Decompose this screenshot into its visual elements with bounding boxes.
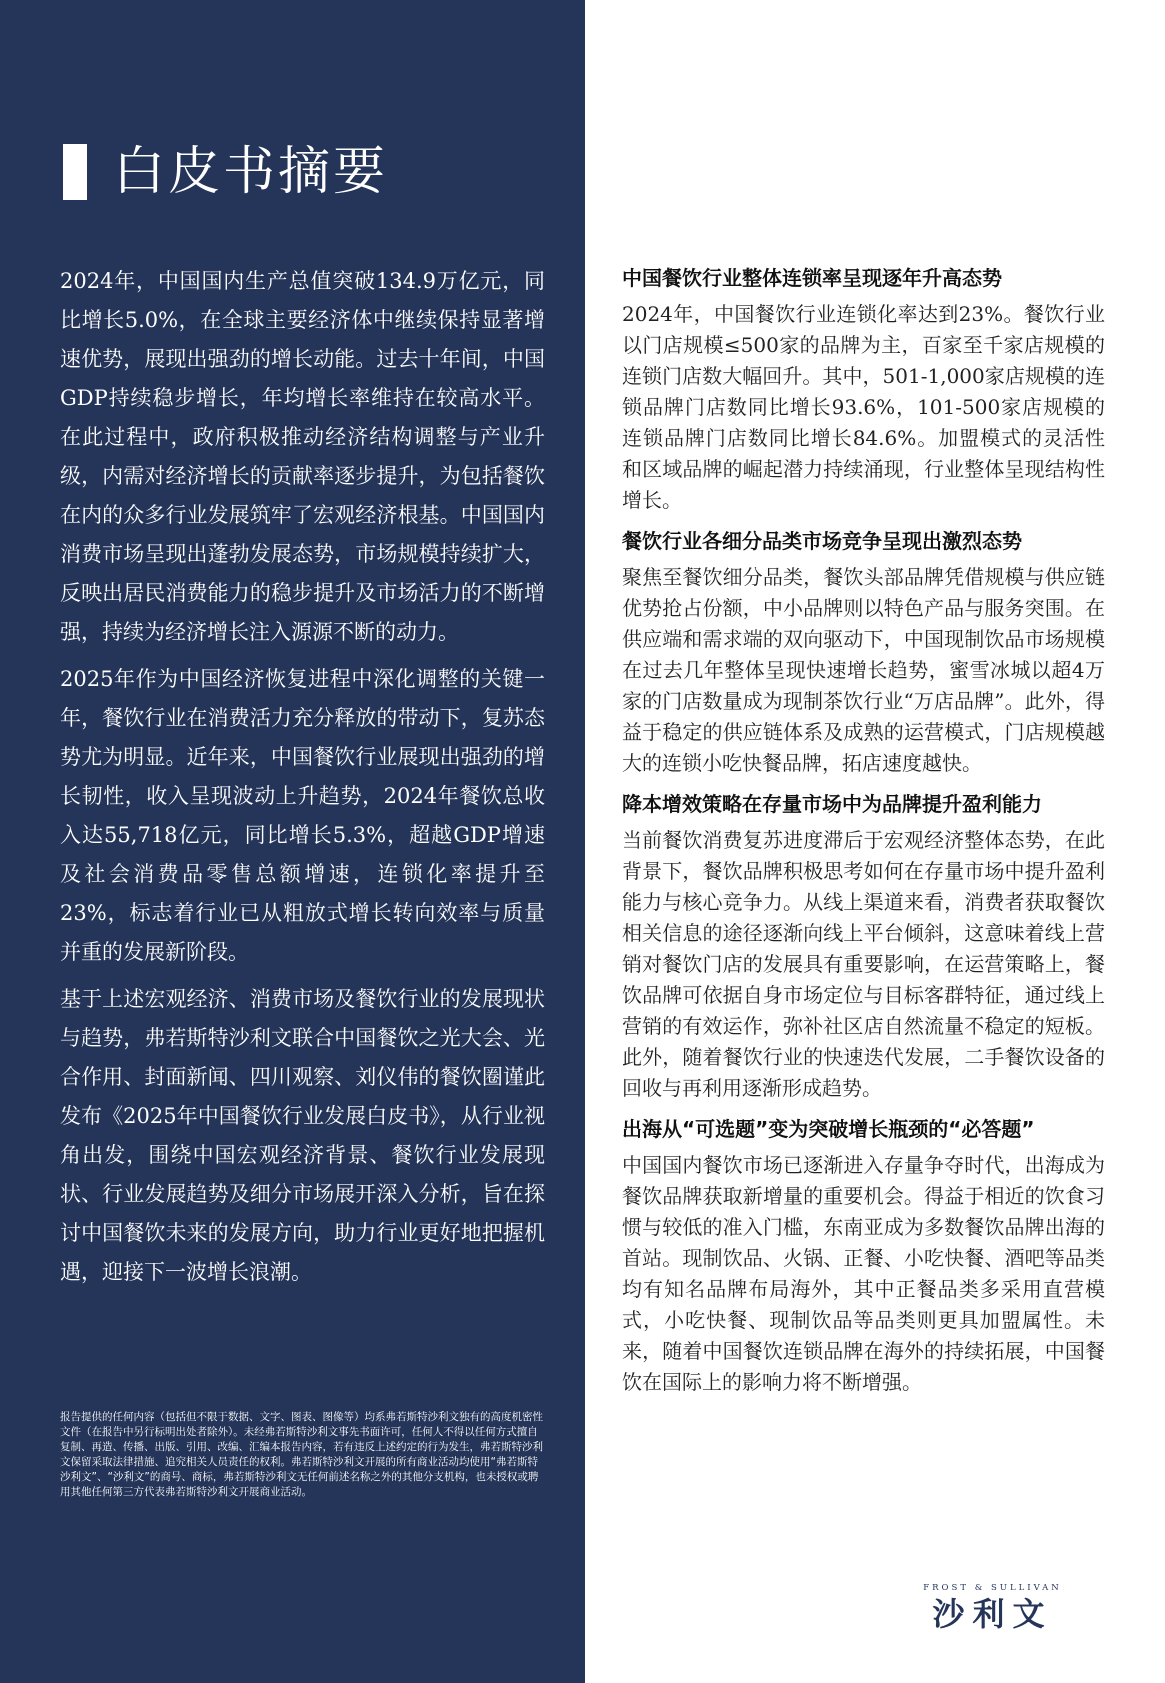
section-heading: 中国餐饮行业整体连锁率呈现逐年升高态势	[622, 266, 1002, 290]
section-body: 当前餐饮消费复苏进度滞后于宏观经济整体态势，在此背景下，餐饮品牌积极思考如何在存量市场中提升盈利能力与核心竞争力。从线上渠道来看，消费者获取餐饮相关信息的途径逐渐向线上平台倾斜，这意味着线上营销对餐饮门店的发展具有重要影响，在运营策略上，餐饮品牌可依据自身市场定位与目标客群特征，通过线上营销的有效运作，弥补社区店自然流量不稳定的短板。此外，随着餐饮行业的快速迭代发展，二手餐饮设备的回收与再利用逐渐形成趋势。	[622, 828, 1105, 1100]
section-body: 2024年，中国餐饮行业连锁化率达到23%。餐饮行业以门店规模≤500家的品牌为主，百家至千家店规模的连锁门店数大幅回升。其中，501-1,000家店规模的连锁品牌门店数同比增长93.6%，101-500家店规模的连锁品牌门店数同比增长84.6%。加盟模式的灵活性和区域品牌的崛起潜力持续涌现，行业整体呈现结构性增长。	[622, 302, 1105, 512]
page-title-row	[63, 142, 388, 202]
logo-wordmark-cn: 沙利文	[932, 1595, 1053, 1633]
title-accent-bar	[63, 144, 87, 200]
left-paragraph: 2024年，中国国内生产总值突破134.9万亿元，同比增长5.0%，在全球主要经济体中继续保持显著增速优势，展现出强劲的增长动能。过去十年间，中国GDP持续稳步增长，年均增长率维持在较高水平。在此过程中，政府积极推动经济结构调整与产业升级，内需对经济增长的贡献率逐步提升，为包括餐饮在内的众多行业发展筑牢了宏观经济根基。中国国内消费市场呈现出蓬勃发展态势，市场规模持续扩大，反映出居民消费能力的稳步提升及市场活力的不断增强，持续为经济增长注入源源不断的动力。	[60, 269, 545, 644]
left-body	[60, 262, 545, 1300]
logo-wordmark-en: FROST & SULLIVAN	[923, 1583, 1062, 1593]
frost-sullivan-logo	[905, 1582, 1080, 1634]
section-heading: 降本增效策略在存量市场中为品牌提升盈利能力	[622, 792, 1042, 816]
page-title: 白皮书摘要	[113, 142, 389, 202]
section-body: 聚焦至餐饮细分品类，餐饮头部品牌凭借规模与供应链优势抢占份额，中小品牌则以特色产品与服务突围。在供应端和需求端的双向驱动下，中国现制饮品市场规模在过去几年整体呈现快速增长趋势，蜜雪冰城以超4万家的门店数量成为现制茶饮行业“万店品牌”。此外，得益于稳定的供应链体系及成熟的运营模式，门店规模越大的连锁小吃快餐品牌，拓店速度越快。	[622, 565, 1105, 775]
left-paragraph: 基于上述宏观经济、消费市场及餐饮行业的发展现状与趋势，弗若斯特沙利文联合中国餐饮之光大会、光合作用、封面新闻、四川观察、刘仪伟的餐饮圈谨此发布《2025年中国餐饮行业发展白皮书》，从行业视角出发，围绕中国宏观经济背景、餐饮行业发展现状、行业发展趋势及细分市场展开深入分析，旨在探讨中国餐饮未来的发展方向，助力行业更好地把握机遇，迎接下一波增长浪潮。	[60, 987, 545, 1284]
section-heading: 餐饮行业各细分品类市场竞争呈现出激烈态势	[622, 529, 1022, 553]
section-heading: 出海从“可选题”变为突破增长瓶颈的“必答题”	[622, 1117, 1035, 1141]
disclaimer-text: 报告提供的任何内容（包括但不限于数据、文字、图表、图像等）均系弗若斯特沙利文独有的高度机密性文件（在报告中另行标明出处者除外）。未经弗若斯特沙利文事先书面许可，任何人不得以任何方式擅自复制、再造、传播、出版、引用、改编、汇编本报告内容，若有违反上述约定的行为发生，弗若斯特沙利文保留采取法律措施、追究相关人员责任的权利。弗若斯特沙利文开展的所有商业活动均使用“弗若斯特沙利文”、“沙利文”的商号、商标，弗若斯特沙利文无任何前述名称之外的其他分支机构，也未授权或聘用其他任何第三方代表弗若斯特沙利文开展商业活动。	[60, 1411, 543, 1498]
section-body: 中国国内餐饮市场已逐渐进入存量争夺时代，出海成为餐饮品牌获取新增量的重要机会。得益于相近的饮食习惯与较低的准入门槛，东南亚成为多数餐饮品牌出海的首站。现制饮品、火锅、正餐、小吃快餐、酒吧等品类均有知名品牌布局海外，其中正餐品类多采用直营模式，小吃快餐、现制饮品等品类则更具加盟属性。未来，随着中国餐饮连锁品牌在海外的持续拓展，中国餐饮在国际上的影响力将不断增强。	[622, 1153, 1105, 1394]
left-paragraph: 2025年作为中国经济恢复进程中深化调整的关键一年，餐饮行业在消费活力充分释放的带动下，复苏态势尤为明显。近年来，中国餐饮行业展现出强劲的增长韧性，收入呈现波动上升趋势，2024年餐饮总收入达55,718亿元，同比增长5.3%，超越GDP增速及社会消费品零售总额增速，连锁化率提升至23%，标志着行业已从粗放式增长转向效率与质量并重的发展新阶段。	[60, 667, 545, 964]
right-panel	[622, 263, 1105, 1408]
